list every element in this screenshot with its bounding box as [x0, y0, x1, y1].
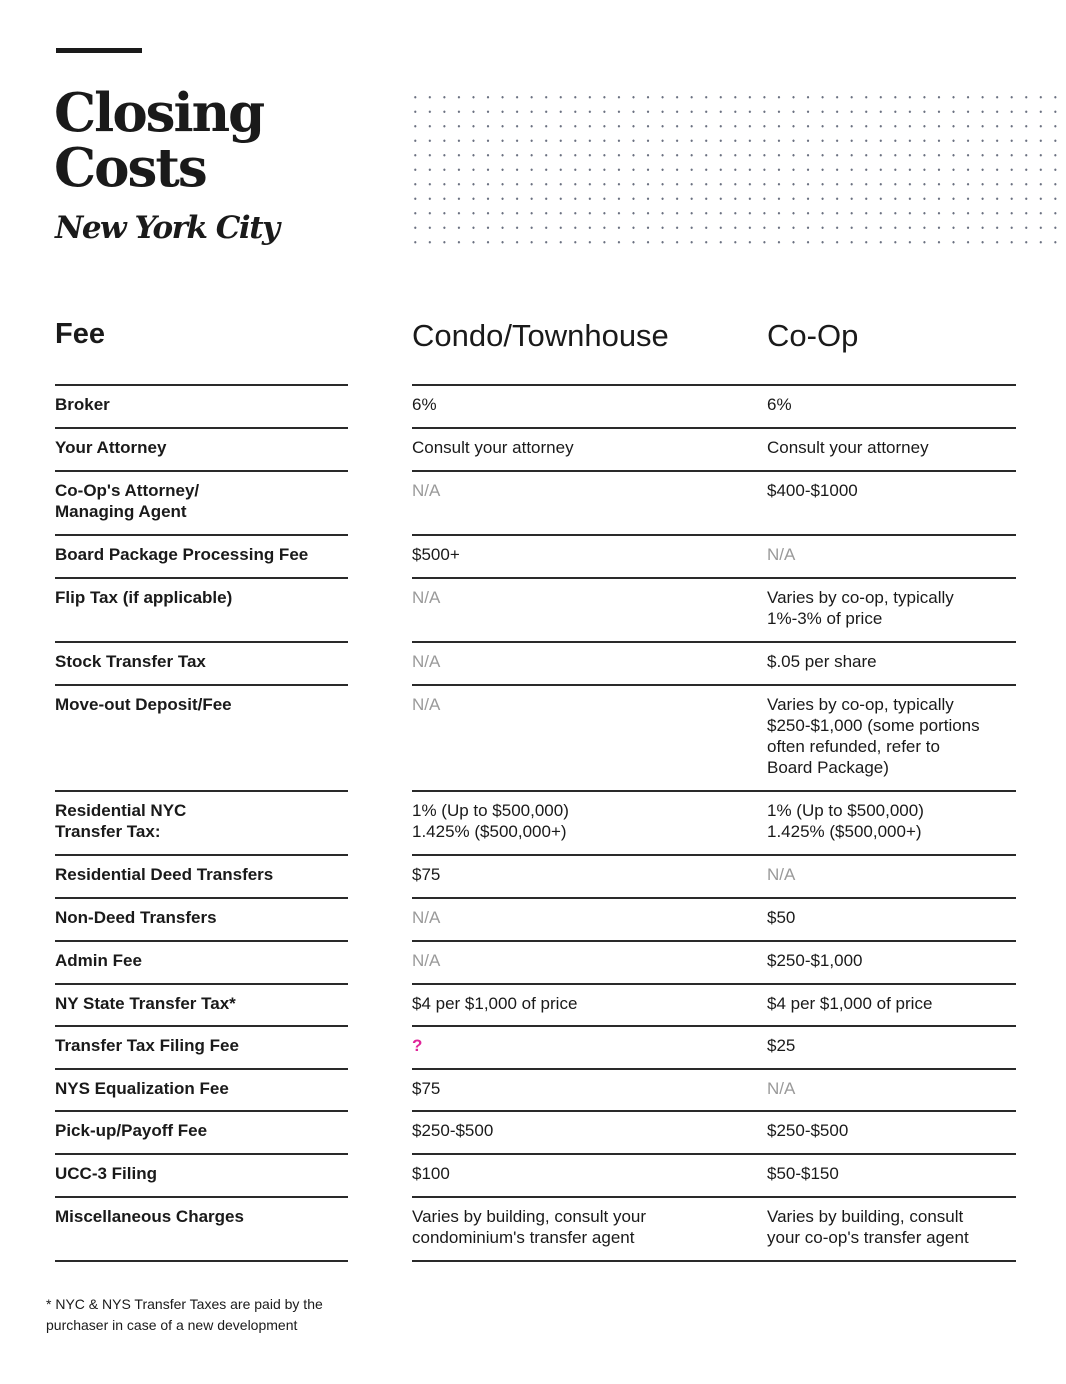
coop-value: $25 [767, 1036, 796, 1055]
condo-value: Consult your attorney [412, 438, 574, 457]
row-divider [412, 1068, 1016, 1070]
coop-value: N/A [767, 545, 796, 564]
title-accent-bar [56, 48, 142, 53]
row-divider [55, 384, 348, 386]
row-divider [55, 897, 348, 899]
column-header-coop: Co-Op [767, 318, 859, 353]
fee-name: UCC-3 Filing [55, 1164, 157, 1183]
condo-value: N/A [412, 908, 441, 927]
coop-value: $250-$500 [767, 1121, 849, 1140]
row-divider [412, 790, 1016, 792]
condo-value: Varies by building, consult your condominium's transfer agent [412, 1207, 647, 1247]
row-divider [412, 1025, 1016, 1027]
page-title [54, 82, 264, 199]
row-divider [412, 641, 1016, 643]
coop-value: $400-$1000 [767, 481, 858, 500]
condo-value: 6% [412, 395, 437, 414]
coop-value: $50-$150 [767, 1164, 839, 1183]
page-subtitle: New York City [55, 210, 279, 246]
fee-name: Flip Tax (if applicable) [55, 588, 233, 607]
fee-name: Pick-up/Payoff Fee [55, 1121, 208, 1140]
fee-name: Co-Op's Attorney/ Managing Agent [55, 481, 200, 521]
fee-name: Your Attorney [55, 438, 167, 457]
row-divider [55, 1068, 348, 1070]
condo-value: $250-$500 [412, 1121, 494, 1140]
row-divider [412, 1153, 1016, 1155]
condo-value: ? [412, 1036, 423, 1055]
coop-value: Varies by co-op, typically $250-$1,000 (some portions often refunded, refer to Board Package) [767, 695, 980, 777]
row-divider [55, 684, 348, 686]
row-divider [55, 470, 348, 472]
condo-value: N/A [412, 481, 441, 500]
row-divider [55, 790, 348, 792]
condo-value: N/A [412, 652, 441, 671]
condo-value: $4 per $1,000 of price [412, 994, 578, 1013]
fee-name: NYS Equalization Fee [55, 1079, 229, 1098]
title-line-1: Closing [54, 82, 264, 144]
condo-value: 1% (Up to $500,000) 1.425% ($500,000+) [412, 801, 569, 841]
condo-value: $100 [412, 1164, 450, 1183]
condo-value: $500+ [412, 545, 460, 564]
coop-value: 1% (Up to $500,000) 1.425% ($500,000+) [767, 801, 924, 841]
row-divider [412, 1196, 1016, 1198]
row-divider [412, 897, 1016, 899]
condo-value: N/A [412, 695, 441, 714]
row-divider [412, 1260, 1016, 1262]
fee-name: Move-out Deposit/Fee [55, 695, 232, 714]
row-divider [412, 534, 1016, 536]
fee-name: Stock Transfer Tax [55, 652, 206, 671]
condo-value: $75 [412, 865, 441, 884]
row-divider [412, 384, 1016, 386]
condo-value: N/A [412, 951, 441, 970]
title-line-2: Costs [54, 137, 206, 199]
fee-name: Admin Fee [55, 951, 142, 970]
fee-name: NY State Transfer Tax* [55, 994, 236, 1013]
row-divider [55, 577, 348, 579]
row-divider [55, 983, 348, 985]
fee-name: Board Package Processing Fee [55, 545, 309, 564]
coop-value: 6% [767, 395, 792, 414]
coop-value: Varies by co-op, typically 1%-3% of price [767, 588, 954, 628]
row-divider [55, 1260, 348, 1262]
column-header-fee: Fee [55, 318, 105, 350]
row-divider [412, 854, 1016, 856]
row-divider [55, 854, 348, 856]
column-header-condo: Condo/Townhouse [412, 318, 669, 353]
row-divider [412, 940, 1016, 942]
condo-value: N/A [412, 588, 441, 607]
coop-value: N/A [767, 865, 796, 884]
dot-pattern-decoration [408, 90, 1060, 246]
row-divider [55, 940, 348, 942]
condo-value: $75 [412, 1079, 441, 1098]
coop-value: Consult your attorney [767, 438, 929, 457]
row-divider [412, 1110, 1016, 1112]
coop-value: $250-$1,000 [767, 951, 863, 970]
row-divider [55, 534, 348, 536]
coop-value: $.05 per share [767, 652, 877, 671]
row-divider [55, 427, 348, 429]
row-divider [55, 1025, 348, 1027]
footnote: * NYC & NYS Transfer Taxes are paid by the purchaser in case of a new development [46, 1296, 323, 1333]
fee-name: Residential NYC Transfer Tax: [55, 801, 187, 841]
coop-value: N/A [767, 1079, 796, 1098]
fee-name: Miscellaneous Charges [55, 1207, 244, 1226]
coop-value: $4 per $1,000 of price [767, 994, 933, 1013]
fee-name: Transfer Tax Filing Fee [55, 1036, 239, 1055]
fee-name: Residential Deed Transfers [55, 865, 274, 884]
row-divider [412, 577, 1016, 579]
row-divider [412, 427, 1016, 429]
coop-value: $50 [767, 908, 796, 927]
fee-name: Broker [55, 395, 110, 414]
row-divider [412, 470, 1016, 472]
fee-name: Non-Deed Transfers [55, 908, 217, 927]
row-divider [55, 1110, 348, 1112]
coop-value: Varies by building, consult your co-op's transfer agent [767, 1207, 969, 1247]
row-divider [55, 1196, 348, 1198]
row-divider [55, 1153, 348, 1155]
row-divider [412, 684, 1016, 686]
row-divider [412, 983, 1016, 985]
row-divider [55, 641, 348, 643]
